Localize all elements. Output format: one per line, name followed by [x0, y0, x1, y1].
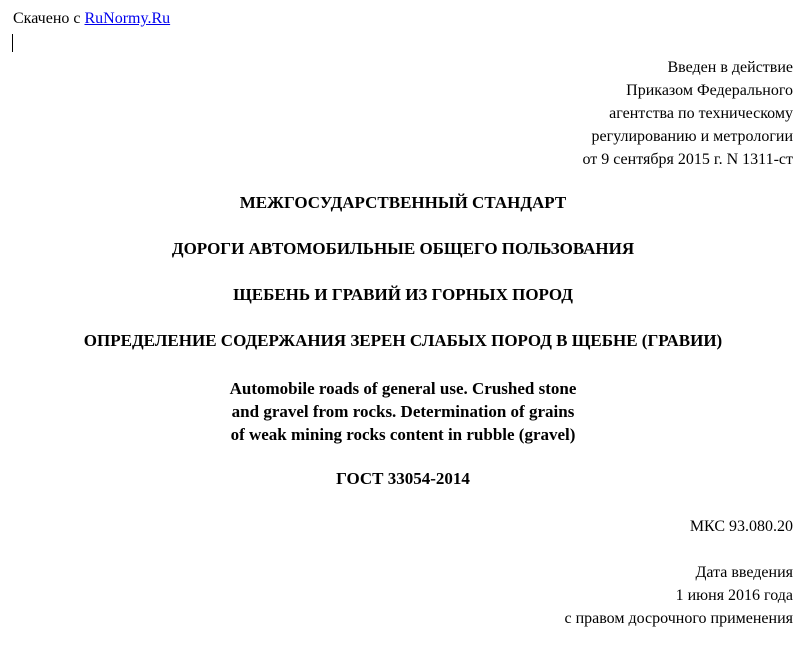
download-source-line [13, 9, 170, 29]
enactment-line: Введен в действие [667, 59, 793, 76]
enactment-note [582, 56, 793, 171]
download-source-prefix: Скачено с [13, 10, 85, 27]
material-heading: ЩЕБЕНЬ И ГРАВИЙ ИЗ ГОРНЫХ ПОРОД [233, 285, 573, 304]
text-cursor [12, 34, 13, 52]
english-title-line: of weak mining rocks content in rubble (gravel) [230, 425, 576, 444]
enactment-line: регулированию и метрологии [591, 128, 793, 145]
introduction-date-line: с правом досрочного применения [564, 610, 793, 627]
english-title [0, 377, 799, 446]
runormy-link[interactable]: RuNormy.Ru [84, 10, 171, 27]
mks-code: МКС 93.080.20 [689, 518, 793, 535]
standard-type-heading: МЕЖГОСУДАРСТВЕННЫЙ СТАНДАРТ [239, 193, 567, 212]
roads-heading: ДОРОГИ АВТОМОБИЛЬНЫЕ ОБЩЕГО ПОЛЬЗОВАНИЯ [171, 239, 635, 258]
enactment-line: от 9 сентября 2015 г. N 1311-ст [582, 151, 793, 168]
gost-number: ГОСТ 33054-2014 [336, 469, 470, 488]
english-title-line: and gravel from rocks. Determination of grains [231, 402, 575, 421]
introduction-date-line: Дата введения [695, 564, 793, 581]
introduction-date [564, 561, 793, 630]
english-title-line: Automobile roads of general use. Crushed stone [229, 379, 577, 398]
introduction-date-line: 1 июня 2016 года [675, 587, 793, 604]
method-heading: ОПРЕДЕЛЕНИЕ СОДЕРЖАНИЯ ЗЕРЕН СЛАБЫХ ПОРОД В ЩЕБНЕ (ГРАВИИ) [83, 331, 723, 350]
enactment-line: Приказом Федерального [626, 82, 793, 99]
enactment-line: агентства по техническому [609, 105, 793, 122]
